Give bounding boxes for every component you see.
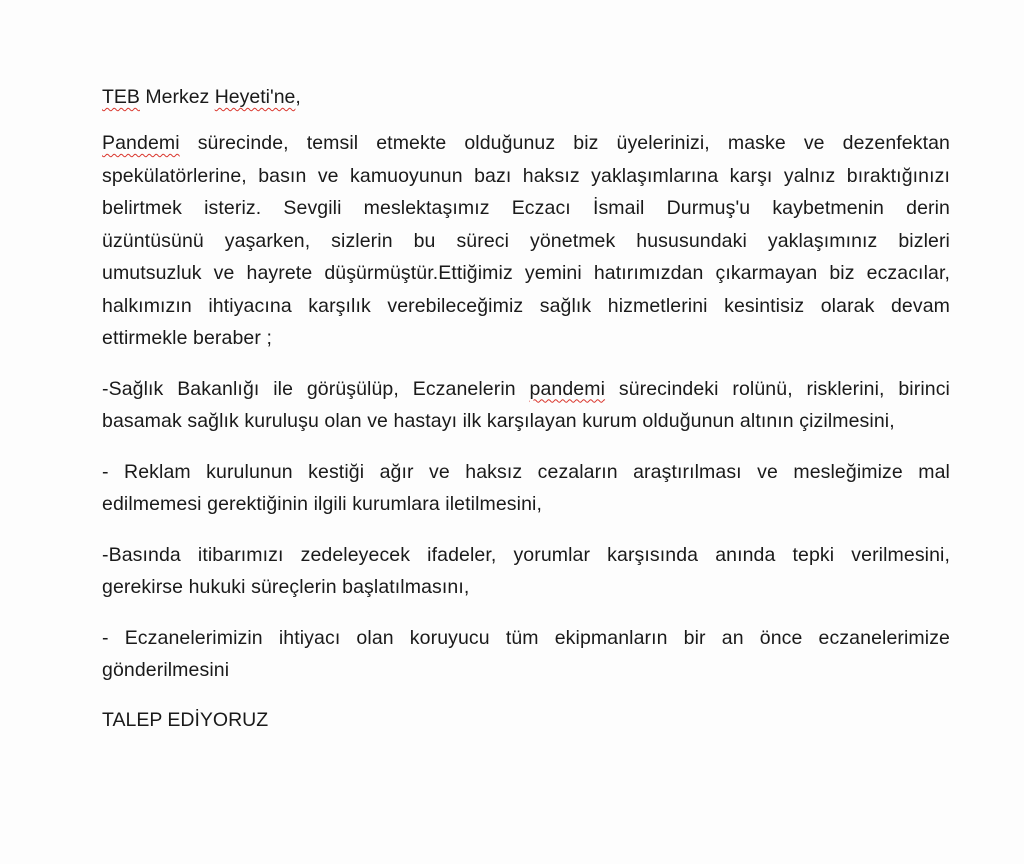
demand-1-line-1 <box>102 373 950 406</box>
salutation-middle: Merkez <box>139 86 215 108</box>
salutation-spell-heyeti: Heyeti'ne <box>214 86 296 108</box>
intro-line-3: belirtmek isteriz. Sevgili meslektaşımız Eczacı İsmail Durmuş'u kaybetmenin derin <box>102 197 950 219</box>
demand-2-paragraph <box>102 456 950 521</box>
intro-line-4: üzüntüsünü yaşarken, sizlerin bu süreci yönetmek hususundaki yaklaşımınız bizleri <box>102 229 950 252</box>
salutation-spell-teb: TEB <box>102 86 140 108</box>
intro-line-1-text: sürecinde, temsil etmekte olduğunuz biz üyelerinizi, maske ve dezenfektan <box>179 132 950 154</box>
demand-1-line-1-pre: -Sağlık Bakanlığı ile görüşülüp, Eczanelerin <box>102 377 530 400</box>
demand-2-line-2: edilmemesi gerektiğinin ilgili kurumlara iletilmesini, <box>102 493 542 515</box>
demand-3-paragraph <box>102 539 950 604</box>
demand-2-line-1: - Reklam kurulunun kestiği ağır ve haksız cezaların araştırılması ve mesleğimize mal <box>102 460 950 483</box>
salutation <box>102 82 950 112</box>
demand-3-line-1: -Basında itibarımızı zedeleyecek ifadeler, yorumlar karşısında anında tepki verilmesini, <box>102 543 950 566</box>
demand-4-line-2: gönderilmesini <box>102 659 230 681</box>
closing-statement: TALEP EDİYORUZ <box>102 708 269 731</box>
demand-1-line-2: basamak sağlık kuruluşu olan ve hastayı ilk karşılayan kurum olduğunun altının çizilmesini, <box>102 410 895 432</box>
intro-line-5: umutsuzluk ve hayrete düşürmüştür.Ettiğimiz yemini hatırımızdan çıkarmayan biz eczacılar, <box>102 262 950 284</box>
intro-line-7: ettirmekle beraber ; <box>102 327 272 349</box>
demand-4-paragraph <box>102 622 950 687</box>
intro-paragraph <box>102 127 950 355</box>
intro-spell-pandemi: Pandemi <box>102 132 180 154</box>
intro-line-6: halkımızın ihtiyacına karşılık verebileceğimiz sağlık hizmetlerini kesintisiz olarak devam <box>102 294 950 317</box>
intro-line-1 <box>102 127 950 160</box>
demand-1-spell-pandemi: pandemi <box>529 377 606 400</box>
demand-1-paragraph <box>102 373 950 438</box>
intro-line-2: spekülatörlerine, basın ve kamuoyunun bazı haksız yaklaşımlarına karşı yalnız bıraktığınızı <box>102 164 950 187</box>
salutation-suffix: , <box>295 86 301 108</box>
demand-3-line-2: gerekirse hukuki süreçlerin başlatılmasını, <box>102 576 470 598</box>
demand-1-line-1-post: sürecindeki rolünü, risklerini, birinci <box>605 377 950 400</box>
demand-4-line-1: - Eczanelerimizin ihtiyacı olan koruyucu tüm ekipmanların bir an önce eczanelerimize <box>102 626 950 649</box>
